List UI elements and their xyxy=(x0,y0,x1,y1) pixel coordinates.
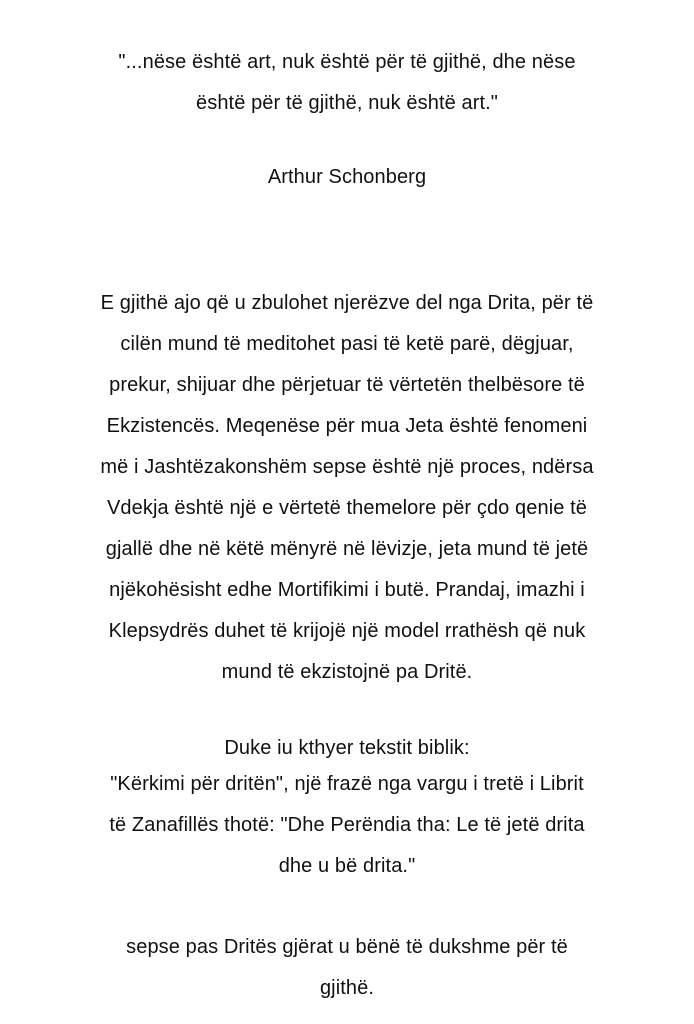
paragraph-line: gjallë dhe në këtë mënyrë në lëvizje, jeta mund të jetë xyxy=(105,538,589,560)
paragraph-line: dhe u bë drita." xyxy=(278,855,416,877)
paragraph-line: sepse pas Dritës gjërat u bënë të dukshme për të xyxy=(126,936,568,958)
paragraph-line: gjithë. xyxy=(319,977,375,999)
paragraph-line: njëkohësisht edhe Mortifikimi i butë. Prandaj, imazhi i xyxy=(109,579,585,601)
paragraph-biblical xyxy=(40,764,654,887)
paragraph-line: mund të ekzistojnë pa Dritë. xyxy=(221,661,473,683)
paragraph-closing xyxy=(40,927,654,1009)
epigraph-quote xyxy=(40,42,654,124)
paragraph-line: të Zanafillës thotë: "Dhe Perëndia tha: Le të jetë drita xyxy=(109,814,585,836)
paragraph-line: Klepsydrës duhet të krijojë një model rrathësh që nuk xyxy=(108,620,586,642)
paragraph-line: "Kërkimi për dritën", një frazë nga vargu i tretë i Librit xyxy=(110,773,584,795)
paragraph-line: cilën mund të meditohet pasi të ketë parë, dëgjuar, xyxy=(120,333,574,355)
paragraph-line: më i Jashtëzakonshëm sepse është një proces, ndërsa xyxy=(100,456,594,478)
intro-line: Duke iu kthyer tekstit biblik: xyxy=(224,737,470,759)
author-name: Arthur Schonberg xyxy=(267,166,427,188)
quote-line: "...nëse është art, nuk është për të gjithë, dhe nëse xyxy=(118,51,576,73)
paragraph-line: Vdekja është një e vërtetë themelore për çdo qenie të xyxy=(106,497,588,519)
paragraph-biblical-intro xyxy=(40,733,654,764)
quote-line: është për të gjithë, nuk është art." xyxy=(196,92,498,114)
paragraph-line: E gjithë ajo që u zbulohet njerëzve del nga Drita, për të xyxy=(100,292,594,314)
paragraph-main xyxy=(40,283,654,693)
paragraph-line: Ekzistencës. Meqenëse për mua Jeta është fenomeni xyxy=(106,415,588,437)
paragraph-line: prekur, shijuar dhe përjetuar të vërtetën thelbësore të xyxy=(109,374,585,396)
quote-author xyxy=(40,162,654,193)
